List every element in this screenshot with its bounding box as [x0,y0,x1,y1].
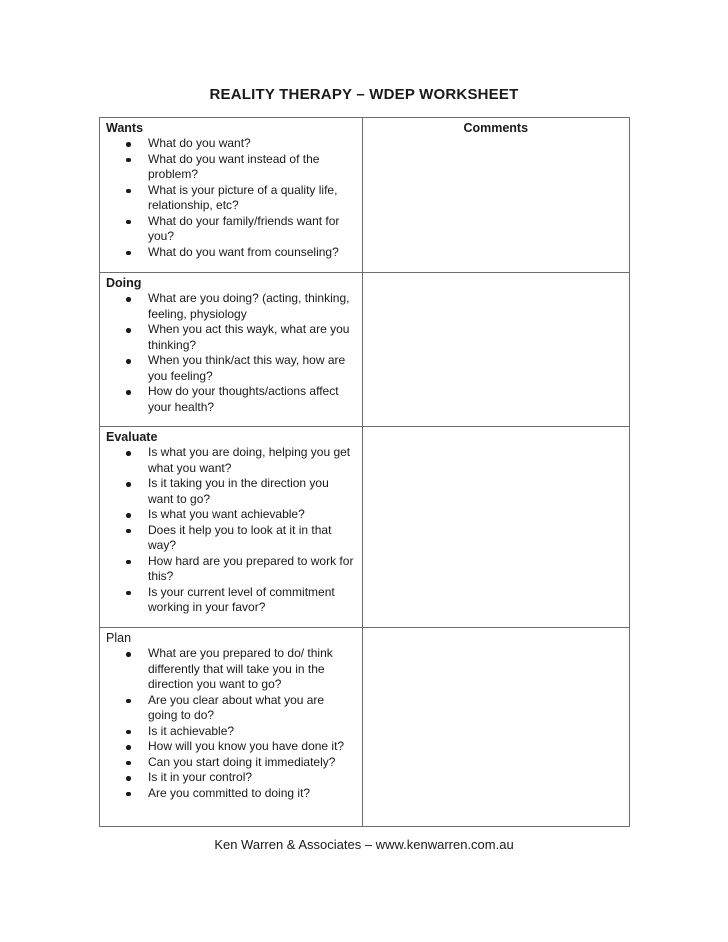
bullet-item: What do your family/friends want for you? [124,214,356,245]
bullet-item: What is your picture of a quality life, relationship, etc? [124,183,356,214]
bullet-item: Are you clear about what you are going to do? [124,693,356,724]
table-row-wants [100,118,629,272]
comments-cell-plan [363,628,630,826]
plan-cell [100,628,363,826]
bullet-item: Is it taking you in the direction you want to go? [124,476,356,507]
evaluate-cell [100,427,363,627]
plan-bullet-list [106,646,358,801]
bullet-item: What do you want instead of the problem? [124,152,356,183]
section-label-evaluate: Evaluate [106,430,158,444]
bullet-item: Does it help you to look at it in that way? [124,523,356,554]
bullet-item: How do your thoughts/actions affect your health? [124,384,356,415]
bullet-item: What do you want? [124,136,356,152]
bullet-item: Is what you are doing, helping you get what you want? [124,445,356,476]
doing-bullet-list [106,291,358,415]
wdep-table [99,117,630,827]
bullet-item: Is it in your control? [124,770,356,786]
bullet-item: Is what you want achievable? [124,507,356,523]
bullet-item: What are you prepared to do/ think differently that will take you in the direction you want to go? [124,646,356,693]
bullet-item: Are you committed to doing it? [124,786,356,802]
bullet-item: When you act this wayk, what are you thinking? [124,322,356,353]
comments-cell-doing [363,273,630,426]
bullet-item: What do you want from counseling? [124,245,356,261]
bullet-item: When you think/act this way, how are you feeling? [124,353,356,384]
section-label-doing: Doing [106,276,142,290]
bullet-item: What are you doing? (acting, thinking, feeling, physiology [124,291,356,322]
comments-cell-wants [363,118,630,272]
bullet-item: How will you know you have done it? [124,739,356,755]
table-row-doing [100,272,629,426]
table-row-plan [100,627,629,826]
bullet-item: Is your current level of commitment working in your favor? [124,585,356,616]
comments-column-header: Comments [463,121,529,135]
page-title: REALITY THERAPY – WDEP WORKSHEET [209,86,519,103]
wants-cell [100,118,363,272]
footer-credit: Ken Warren & Associates – www.kenwarren.com.au [214,837,514,852]
table-row-evaluate [100,426,629,627]
bullet-item: How hard are you prepared to work for this? [124,554,356,585]
section-label-plan: Plan [106,631,132,645]
evaluate-bullet-list [106,445,358,616]
bullet-item: Is it achievable? [124,724,356,740]
wants-bullet-list [106,136,358,260]
doing-cell [100,273,363,426]
bullet-item: Can you start doing it immediately? [124,755,356,771]
section-label-wants: Wants [106,121,144,135]
comments-cell-evaluate [363,427,630,627]
